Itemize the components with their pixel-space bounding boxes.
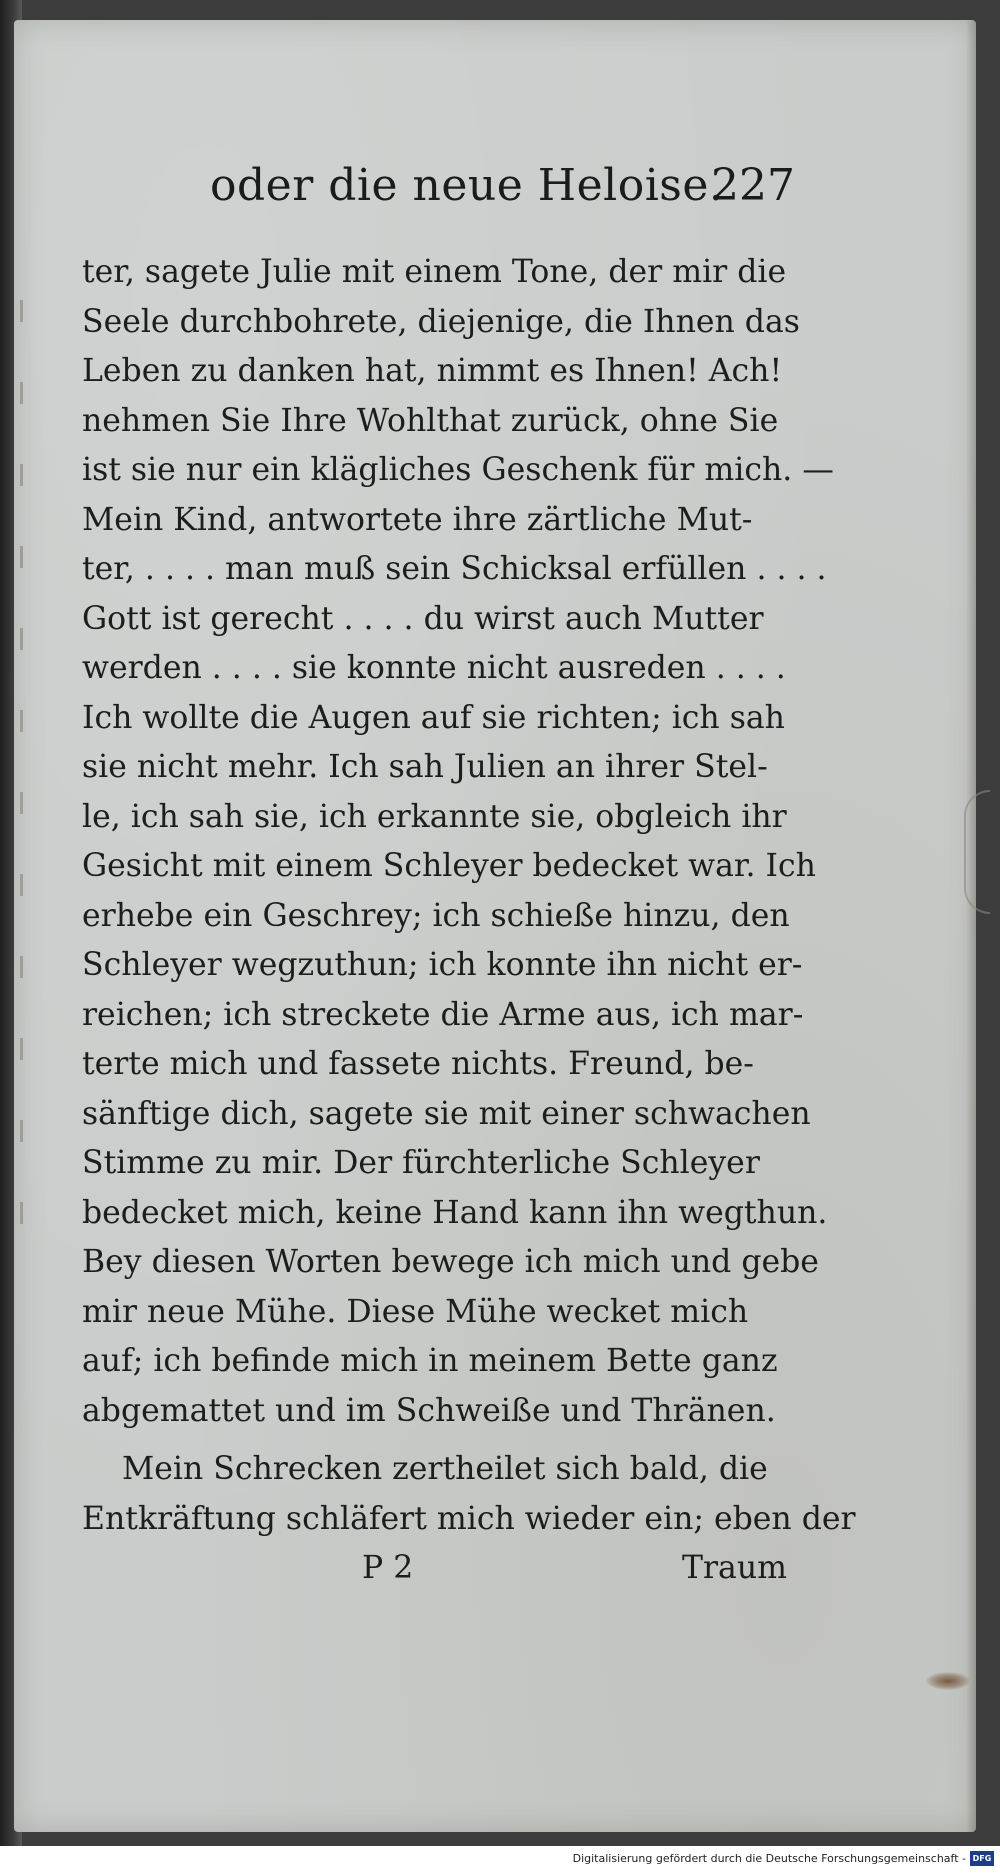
- paragraph-2: [82, 1445, 856, 1544]
- text-line: auf; ich befinde mich in meinem Bette ganz: [82, 1343, 778, 1379]
- text-line: Ich wollte die Augen auf sie richten; ich sah: [82, 699, 785, 736]
- text-line: nehmen Sie Ihre Wohlthat zurück, ohne Sie: [82, 402, 779, 439]
- text-line: abgemattet und im Schweiße und Thränen.: [82, 1392, 776, 1429]
- text-line: terte mich und fassete nichts. Freund, be-: [82, 1046, 754, 1082]
- text-line: erhebe ein Geschrey; ich schieße hinzu, den: [82, 897, 790, 934]
- text-line: Mein Schrecken zertheilet sich bald, die: [122, 1451, 768, 1487]
- text-line: Leben zu danken hat, nimmt es Ihnen! Ach!: [82, 353, 783, 389]
- text-line: bedecket mich, keine Hand kann ihn wegthun.: [82, 1194, 828, 1231]
- page-footer-line: [82, 1550, 787, 1600]
- text-line: Gesicht mit einem Schleyer bedecket war. Ich: [82, 848, 816, 884]
- text-line: ter, . . . . man muß sein Schicksal erfüllen . . . .: [82, 551, 827, 587]
- text-line: mir neue Mühe. Diese Mühe wecket mich: [82, 1293, 749, 1330]
- text-line: sie nicht mehr. Ich sah Julien an ihrer Stel-: [82, 749, 768, 785]
- text-line: ter, sagete Julie mit einem Tone, der mir die: [82, 254, 787, 290]
- text-line: Seele durchbohrete, diejenige, die Ihnen das: [82, 303, 800, 340]
- body-text: [82, 248, 834, 1436]
- text-line: Bey diesen Worten bewege ich mich und gebe: [82, 1244, 819, 1280]
- text-line: werden . . . . sie konnte nicht ausreden . . . .: [82, 650, 786, 686]
- signature-mark: P 2: [362, 1550, 414, 1586]
- text-line: Schleyer wegzuthun; ich konnte ihn nicht er-: [82, 947, 803, 983]
- page-tab-mark: [964, 790, 990, 914]
- text-line: Entkräftung schläfert mich wieder ein; eben der: [82, 1500, 856, 1537]
- page-number: 227: [711, 160, 795, 211]
- text-line: reichen; ich streckete die Arme aus, ich mar-: [82, 996, 804, 1033]
- binding-thread-marks: [20, 300, 28, 1300]
- text-line: le, ich sah sie, ich erkannte sie, obgleich ihr: [82, 798, 787, 835]
- running-title: oder die neue Heloise.: [210, 160, 724, 211]
- digitization-credit-bar: [0, 1846, 1000, 1874]
- dfg-logo: DFG: [970, 1851, 994, 1866]
- running-head: [210, 160, 795, 224]
- paper-stain: [926, 1672, 970, 1690]
- text-line: Stimme zu mir. Der fürchterliche Schleyer: [82, 1145, 760, 1181]
- text-line: Gott ist gerecht . . . . du wirst auch Mutter: [82, 600, 764, 637]
- text-line: ist sie nur ein klägliches Geschenk für mich. —: [82, 452, 834, 488]
- catchword: Traum: [681, 1550, 787, 1586]
- text-line: sänftige dich, sagete sie mit einer schwachen: [82, 1095, 811, 1132]
- text-line: Mein Kind, antwortete ihre zärtliche Mut-: [82, 501, 753, 538]
- page-edge-shadow: [966, 20, 976, 1832]
- credit-text: Digitalisierung gefördert durch die Deutsche Forschungsgemeinschaft -: [572, 1852, 966, 1865]
